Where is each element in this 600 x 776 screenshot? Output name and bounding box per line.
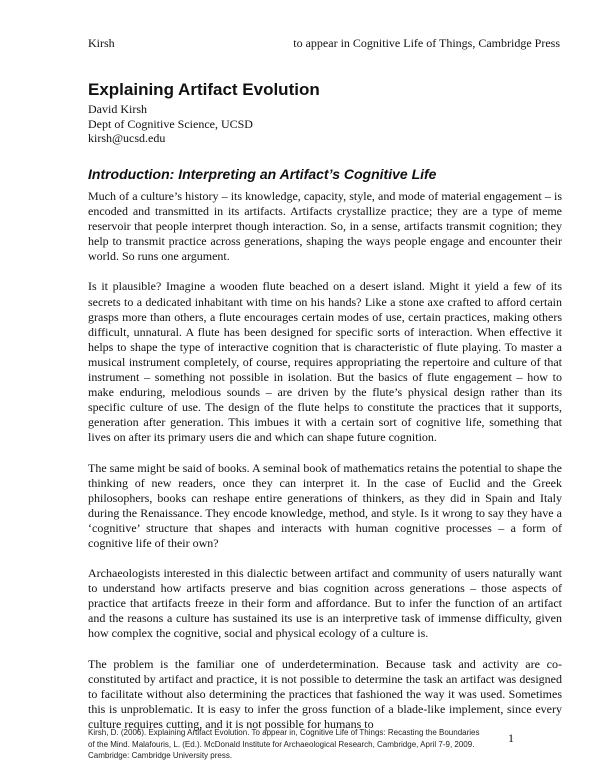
body-text [88,189,562,747]
running-header [88,36,560,52]
paragraph: Archaeologists interested in this dialectic between artifact and community of users naturally want to understand how artifacts preserve and bias cognition across generations – those aspects of practice that artifacts freeze in their form and affordance. But to infer the function of an artifact and the reasons a culture has sustained its use is an interpretive task of immense difficulty, given how complex the cognitive, social and physical ecology of a culture is. [88,566,562,641]
paragraph: Much of a culture’s history – its knowledge, capacity, style, and mode of material engagement – is encoded and transmitted in its artifacts. Artifacts crystallize practice; they are a type of meme reservoir that people interpret though interaction. So, in a sense, artifacts transmit cognition; they help to transmit practice across generations, shaping the ways people engage and encounter their world. So runs one argument. [88,189,562,264]
paragraph: The problem is the familiar one of underdetermination. Because task and activity are co-constituted by artifact and practice, it is not possible to determine the task an artifact was designed to facilitate without also determining the practices that fashioned the way it was used. Sometimes this is unproblematic. It is easy to infer the gross function of a blade-like implement, since every culture requires cutting, and it is not possible for humans to [88,656,562,731]
page-number: 1 [508,731,514,745]
author-block [88,102,253,146]
author-name: David Kirsh [88,102,147,116]
author-department: Dept of Cognitive Science, UCSD [88,116,253,131]
paper-title: Explaining Artifact Evolution [88,80,320,99]
header-venue: to appear in Cognitive Life of Things, Cambridge Press [293,36,560,50]
paragraph: Is it plausible? Imagine a wooden flute beached on a desert island. Might it yield a few of its secrets to a dedicated inhabitant with time on his hands? Like a stone axe crafted to afford certain grasps more than others, a flute encourages certain modes of use, certain practices, making others difficult, unnatural. A flute has been designed for specific sorts of interaction. When effective it helps to shape the type of interactive cognition that is characteristic of flute playing. To master a musical instrument completely, of course, requires appropriating the repertoire and culture of that instrument – something not possible in isolation. But the basics of flute engagement – how to make enduring, melodious sounds – are driven by the flute’s physical design rather than its specific culture of use. The design of the flute helps to constitute the practices that it supports, generation after generation. This imbues it with a certain sort of cognitive life, something that lives on after its primary users die and which can shape future cognition. [88,279,562,445]
citation-footnote: Kirsh, D. (2006). Explaining Artifact Evolution. To appear in, Cognitive Life of Things: Recasting the Boundaries of the Mind. Malafouris, L. (Ed.). McDonald Institute for Archaeological Research, Cambridge, April 7-9, 2009. Cambridge: Cambridge University press. [88,728,480,760]
header-author: Kirsh [88,36,115,50]
paragraph: The same might be said of books. A seminal book of mathematics retains the potential to shape the thinking of new readers, once they can interpret it. In the case of Euclid and the Greek philosophers, books can reshape entire generations of thinkers, as they did in Spain and Italy during the Renaissance. They encode knowledge, method, and style. Is it wrong to say they have a ‘cognitive’ structure that shapes and interacts with human cognitive processes – a form of cognitive life of their own? [88,460,562,550]
author-email: kirsh@ucsd.edu [88,131,166,145]
section-heading: Introduction: Interpreting an Artifact’s Cognitive Life [88,166,437,182]
